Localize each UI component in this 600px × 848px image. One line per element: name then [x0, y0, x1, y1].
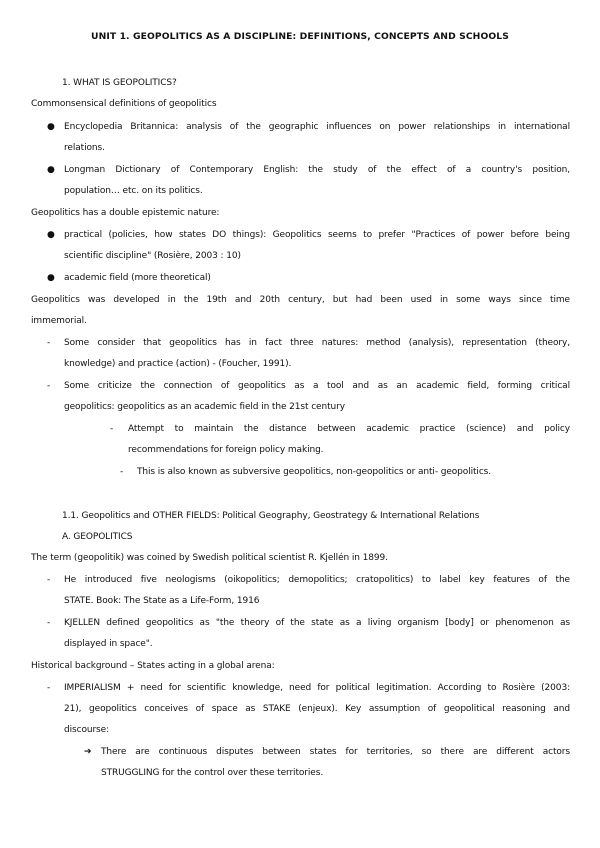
- dash-imperialism-line2: 21), geopolitics conceives of space as STAKE (enjeux). Key assumption of geopolitical reasoning and: [64, 704, 570, 714]
- section-heading-geopolitics: A. GEOPOLITICS: [62, 532, 133, 542]
- bullet-icon: ●: [47, 165, 55, 175]
- paragraph-developed-line2: immemorial.: [31, 316, 87, 326]
- bullet-britannica-line2: relations.: [64, 143, 105, 153]
- paragraph-coined: The term (geopolitik) was coined by Swedish political scientist R. Kjellén in 1899.: [31, 553, 388, 563]
- bullet-practical-line1: practical (policies, how states DO things): Geopolitics seems to prefer "Practices of power before being: [64, 230, 570, 240]
- bullet-icon: ●: [47, 230, 55, 240]
- bullet-icon: ●: [47, 122, 55, 132]
- paragraph-double-nature: Geopolitics has a double epistemic nature:: [31, 208, 220, 218]
- document-title: UNIT 1. GEOPOLITICS AS A DISCIPLINE: DEFINITIONS, CONCEPTS AND SCHOOLS: [91, 31, 509, 42]
- bullet-longman-line2: population… etc. on its politics.: [64, 186, 203, 196]
- bullet-icon: ●: [47, 273, 55, 283]
- dash-three-natures-line1: Some consider that geopolitics has in fact three natures: method (analysis), representation (theory,: [64, 338, 570, 348]
- section-heading-other-fields: 1.1. Geopolitics and OTHER FIELDS: Political Geography, Geostrategy & International Relations: [62, 511, 480, 521]
- dash-three-natures-line2: knowledge) and practice (action) - (Foucher, 1991).: [64, 359, 292, 369]
- sub-attempt-line1: Attempt to maintain the distance between academic practice (science) and policy: [128, 424, 570, 434]
- dash-marker: -: [47, 338, 51, 348]
- paragraph-developed-line1: Geopolitics was developed in the 19th and 20th century, but had been used in some ways since time: [31, 295, 570, 305]
- bullet-britannica-line1: Encyclopedia Britannica: analysis of the geographic influences on power relationships in international: [64, 122, 570, 132]
- bullet-practical-line2: scientific discipline" (Rosière, 2003 : 10): [64, 251, 241, 261]
- arrow-disputes-line1: There are continuous disputes between states for territories, so there are different actors: [101, 747, 570, 757]
- dash-marker: -: [120, 467, 124, 477]
- bullet-longman-line1: Longman Dictionary of Contemporary English: the study of the effect of a country's position,: [64, 165, 570, 175]
- dash-neologisms-line2: STATE. Book: The State as a Life-Form, 1916: [64, 596, 260, 606]
- dash-marker: -: [47, 381, 51, 391]
- dash-kjellen-line2: displayed in space".: [64, 639, 153, 649]
- dash-marker: -: [47, 683, 51, 693]
- dash-neologisms-line1: He introduced five neologisms (oikopolitics; demopolitics; cratopolitics) to label key features of the: [64, 575, 570, 585]
- arrow-disputes-line2: STRUGGLING for the control over these territories.: [101, 768, 324, 778]
- arrow-icon: ➔: [84, 747, 92, 757]
- dash-kjellen-line1: KJELLEN defined geopolitics as "the theory of the state as a living organism [body] or phenomenon as: [64, 618, 570, 628]
- subsub-subversive: This is also known as subversive geopolitics, non-geopolitics or anti- geopolitics.: [137, 467, 492, 477]
- section-heading-what-is-geopolitics: 1. WHAT IS GEOPOLITICS?: [62, 78, 177, 88]
- sub-attempt-line2: recommendations for foreign policy making.: [128, 445, 324, 455]
- dash-imperialism-line1: IMPERIALISM + need for scientific knowledge, need for political legitimation. According to Rosière (2003:: [64, 683, 570, 693]
- dash-marker: -: [110, 424, 114, 434]
- dash-critics-line2: geopolitics: geopolitics as an academic field in the 21st century: [64, 402, 345, 412]
- paragraph-commonsensical: Commonsensical definitions of geopolitics: [31, 99, 217, 109]
- paragraph-historical-background: Historical background – States acting in a global arena:: [31, 661, 275, 671]
- dash-marker: -: [47, 618, 51, 628]
- dash-critics-line1: Some criticize the connection of geopolitics as a tool and as an academic field, forming critical: [64, 381, 570, 391]
- dash-marker: -: [47, 575, 51, 585]
- bullet-academic: academic field (more theoretical): [64, 273, 211, 283]
- dash-imperialism-line3: discourse:: [64, 725, 110, 735]
